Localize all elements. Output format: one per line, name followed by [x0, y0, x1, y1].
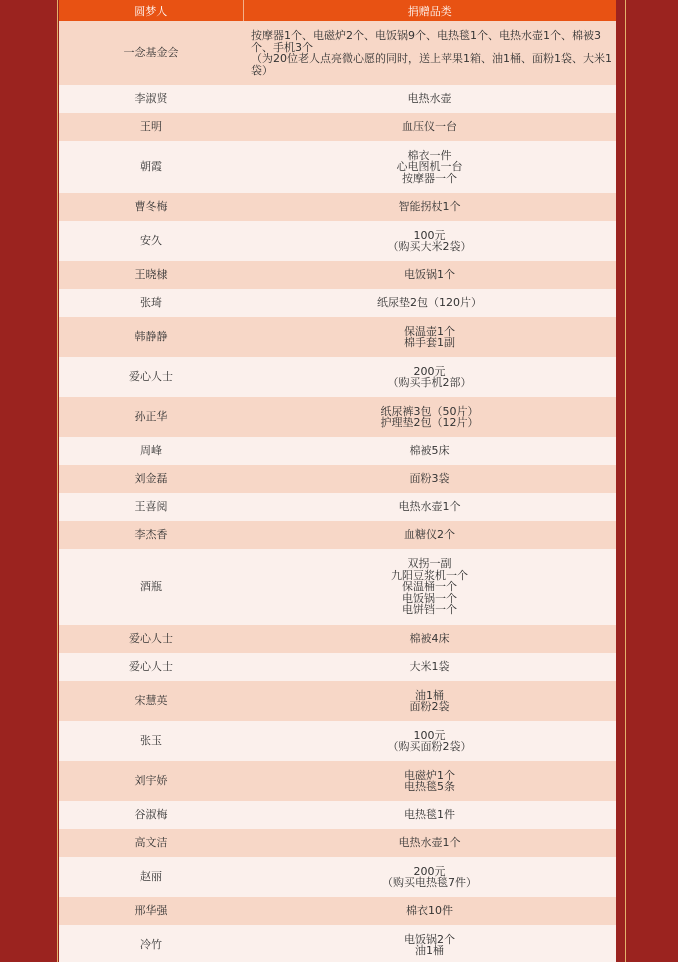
- header-donor: 圆梦人: [59, 0, 243, 21]
- donor-name-cell: 张琦: [59, 289, 243, 317]
- donation-items-cell: 电磁炉1个 电热毯5条: [243, 761, 616, 801]
- table-row: [59, 113, 616, 141]
- donor-name-cell: 刘宇娇: [59, 761, 243, 801]
- table-row: [59, 925, 616, 962]
- table-row: [59, 465, 616, 493]
- donation-items-cell: 100元 （购买面粉2袋）: [243, 721, 616, 761]
- table-row: [59, 221, 616, 261]
- table-row: [59, 357, 616, 397]
- table-row: [59, 317, 616, 357]
- table-header-row: [59, 0, 616, 21]
- donation-items-cell: 200元 （购买手机2部）: [243, 357, 616, 397]
- donor-name-cell: 赵丽: [59, 857, 243, 897]
- table-row: [59, 21, 616, 85]
- table-row: [59, 397, 616, 437]
- donation-items-cell: 智能拐杖1个: [243, 193, 616, 221]
- donor-name-cell: 爱心人士: [59, 625, 243, 653]
- donor-name-cell: 冷竹: [59, 925, 243, 962]
- header-items: 捐赠品类: [243, 0, 616, 21]
- table-row: [59, 625, 616, 653]
- donor-name-cell: 邢华强: [59, 897, 243, 925]
- table-row: [59, 85, 616, 113]
- donor-name-cell: 张玉: [59, 721, 243, 761]
- table-body: [59, 21, 616, 962]
- donor-name-cell: 爱心人士: [59, 653, 243, 681]
- table-row: [59, 897, 616, 925]
- donor-name-cell: 王喜阅: [59, 493, 243, 521]
- donor-name-cell: 爱心人士: [59, 357, 243, 397]
- donor-name-cell: 李淑贤: [59, 85, 243, 113]
- donor-name-cell: 一念基金会: [59, 21, 243, 85]
- donor-name-cell: 刘金磊: [59, 465, 243, 493]
- table-row: [59, 549, 616, 625]
- right-border-line: [625, 0, 626, 962]
- donation-items-cell: 棉衣一件 心电图机一台 按摩器一个: [243, 141, 616, 193]
- donation-items-cell: 纸尿裤3包（50片） 护理垫2包（12片）: [243, 397, 616, 437]
- table-row: [59, 829, 616, 857]
- donor-name-cell: 李杰香: [59, 521, 243, 549]
- left-border-line: [57, 0, 58, 962]
- table-row: [59, 289, 616, 317]
- donation-items-cell: 油1桶 面粉2袋: [243, 681, 616, 721]
- donation-items-cell: 纸尿垫2包（120片）: [243, 289, 616, 317]
- donor-name-cell: 酒瓶: [59, 549, 243, 625]
- donor-name-cell: 王晓棣: [59, 261, 243, 289]
- table-row: [59, 721, 616, 761]
- donation-items-cell: 大米1袋: [243, 653, 616, 681]
- table-row: [59, 437, 616, 465]
- donation-table: [59, 0, 616, 962]
- donation-items-cell: 200元 （购买电热毯7件）: [243, 857, 616, 897]
- donation-items-cell: 棉被4床: [243, 625, 616, 653]
- donation-items-cell: 电饭锅2个 油1桶: [243, 925, 616, 962]
- donation-items-cell: 电热水壶1个: [243, 829, 616, 857]
- donor-name-cell: 曹冬梅: [59, 193, 243, 221]
- donor-name-cell: 王明: [59, 113, 243, 141]
- table-row: [59, 521, 616, 549]
- donation-items-cell: 双拐一副 九阳豆浆机一个 保温桶一个 电饭锅一个 电饼铛一个: [243, 549, 616, 625]
- donation-items-cell: 电饭锅1个: [243, 261, 616, 289]
- donation-items-cell: 血糖仪2个: [243, 521, 616, 549]
- table-row: [59, 761, 616, 801]
- table-row: [59, 681, 616, 721]
- donor-name-cell: 周峰: [59, 437, 243, 465]
- table-row: [59, 857, 616, 897]
- donation-table-container: [59, 0, 616, 962]
- donation-items-cell: 电热毯1件: [243, 801, 616, 829]
- table-row: [59, 261, 616, 289]
- donation-items-cell: 保温壶1个 棉手套1副: [243, 317, 616, 357]
- table-row: [59, 801, 616, 829]
- donation-items-cell: 100元 （购买大米2袋）: [243, 221, 616, 261]
- donor-name-cell: 高文洁: [59, 829, 243, 857]
- donation-items-cell: 棉衣10件: [243, 897, 616, 925]
- table-row: [59, 493, 616, 521]
- table-row: [59, 141, 616, 193]
- table-row: [59, 653, 616, 681]
- donation-items-cell: 按摩器1个、电磁炉2个、电饭锅9个、电热毯1个、电热水壶1个、棉被3个、手机3个 （为20位老人点亮微心愿的同时，送上苹果1箱、油1桶、面粉1袋、大米1袋）: [243, 21, 616, 85]
- donor-name-cell: 安久: [59, 221, 243, 261]
- donor-name-cell: 谷淑梅: [59, 801, 243, 829]
- donor-name-cell: 孙正华: [59, 397, 243, 437]
- donation-items-cell: 面粉3袋: [243, 465, 616, 493]
- donor-name-cell: 宋慧英: [59, 681, 243, 721]
- donation-items-cell: 电热水壶: [243, 85, 616, 113]
- table-row: [59, 193, 616, 221]
- donation-items-cell: 电热水壶1个: [243, 493, 616, 521]
- donor-name-cell: 朝霞: [59, 141, 243, 193]
- donation-items-cell: 血压仪一台: [243, 113, 616, 141]
- donation-items-cell: 棉被5床: [243, 437, 616, 465]
- donor-name-cell: 韩静静: [59, 317, 243, 357]
